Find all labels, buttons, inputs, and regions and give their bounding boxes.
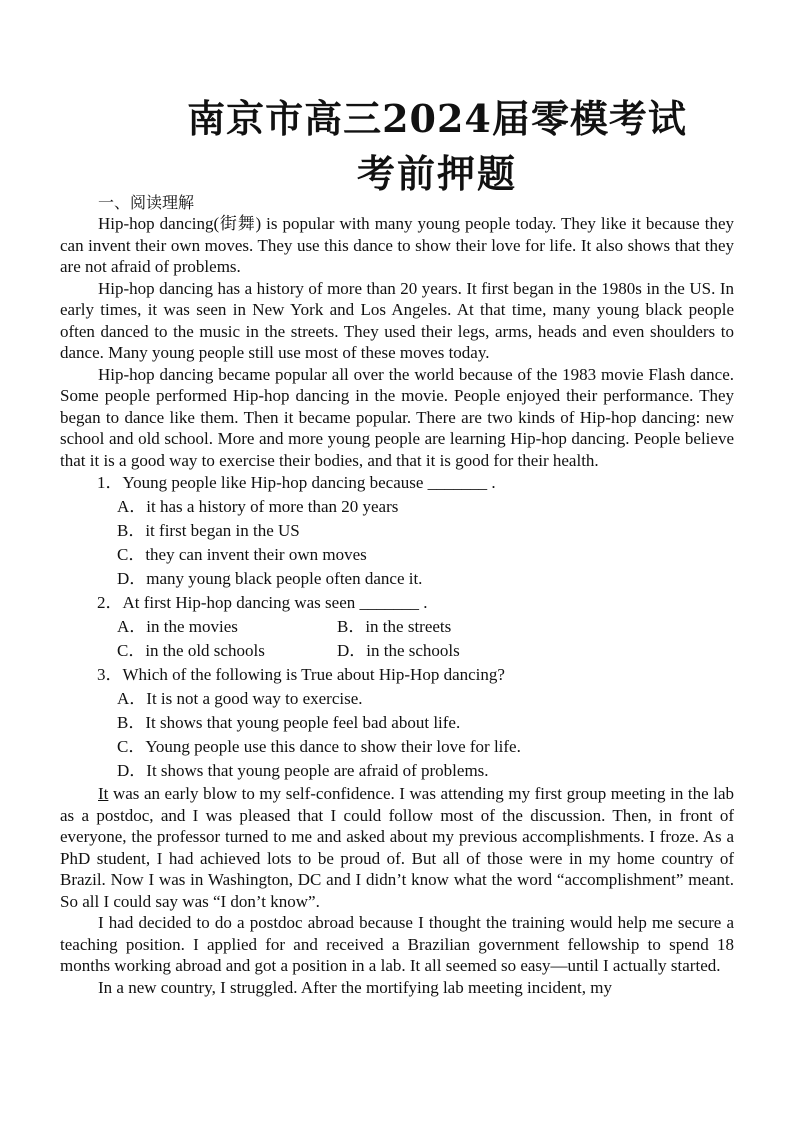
answer-option: C．in the old schools [117, 641, 265, 660]
answer-option: A．in the movies [117, 617, 238, 636]
underlined-word: It [98, 784, 109, 803]
answer-option: B．in the streets [337, 617, 452, 636]
answer-option: C．they can invent their own moves [117, 545, 367, 564]
exam-subtitle: 考前押题 [356, 151, 517, 196]
paragraph-text: was an early blow to my self-confidence. I was attending my first group meeting in the lab as a postdoc, and I was pleased that I could follow most of the discussion. Then, in front of everyone, the professor turned to me and asked about my previous accomplishments. I froze. As a PhD student, I had achieved lots to be proud of. But all of those were in my home country of Brazil. Now I was in Washington, DC and I didn’t know what the word “accomplishment” meant. So all I could say was “I don’t know”. [60, 784, 734, 911]
passage-2-paragraph: In a new country, I struggled. After the mortifying lab meeting incident, my [98, 977, 612, 997]
question-stem: 1．Young people like Hip-hop dancing because _______ . [97, 473, 496, 492]
question-2 [60, 591, 734, 663]
question-stem: 3．Which of the following is True about Hip-Hop dancing? [97, 665, 505, 684]
question-stem: 2．At first Hip-hop dancing was seen _______ . [97, 593, 428, 612]
exam-title: 南京市高三2024届零模考试 [187, 96, 687, 141]
answer-option: B．It shows that young people feel bad about life. [117, 713, 461, 732]
passage-2 [60, 783, 734, 998]
question-1 [60, 471, 734, 591]
answer-option: A．It is not a good way to exercise. [117, 689, 363, 708]
passage-1 [60, 213, 734, 471]
answer-option-row [60, 615, 734, 639]
answer-option: D．in the schools [337, 641, 460, 660]
passage-1-paragraph: Hip-hop dancing became popular all over the world because of the 1983 movie Flash dance. Some people performed Hip-hop dancing in the movie. People enjoyed their performance. They began to dance like them. Then it became popular. There are two kinds of Hip-hop dancing: new school and old school. More and more young people are learning Hip-hop dancing. People believe that it is a good way to exercise their bodies, and that it is good for their health. [60, 364, 734, 470]
answer-option: D．many young black people often dance it. [117, 569, 423, 588]
answer-option: D．It shows that young people are afraid of problems. [117, 761, 489, 780]
section-heading: 一、阅读理解 [98, 193, 195, 212]
answer-option: B．it first began in the US [117, 521, 300, 540]
question-3 [60, 663, 734, 783]
answer-option-row [60, 639, 734, 663]
reading-content [60, 213, 734, 998]
passage-1-paragraph: Hip-hop dancing has a history of more than 20 years. It first began in the 1980s in the US. In early times, it was seen in New York and Los Angeles. At that time, many young black people often danced to the music in the streets. They used their legs, arms, heads and even shoulders to dance. Many young people still use most of these moves today. [60, 278, 734, 362]
passage-2-paragraph: I had decided to do a postdoc abroad because I thought the training would help me secure a teaching position. I applied for and received a Brazilian government fellowship to spend 18 months working abroad and got a position in a lab. It all seemed so easy—until I actually started. [60, 913, 734, 975]
answer-option: C．Young people use this dance to show their love for life. [117, 737, 521, 756]
passage-2-paragraph [60, 783, 734, 912]
passage-1-paragraph: Hip-hop dancing(街舞) is popular with many young people today. They like it because they can invent their own moves. They use this dance to show their love for life. It also shows that they are not afraid of problems. [60, 214, 734, 276]
answer-option: A．it has a history of more than 20 years [117, 497, 399, 516]
